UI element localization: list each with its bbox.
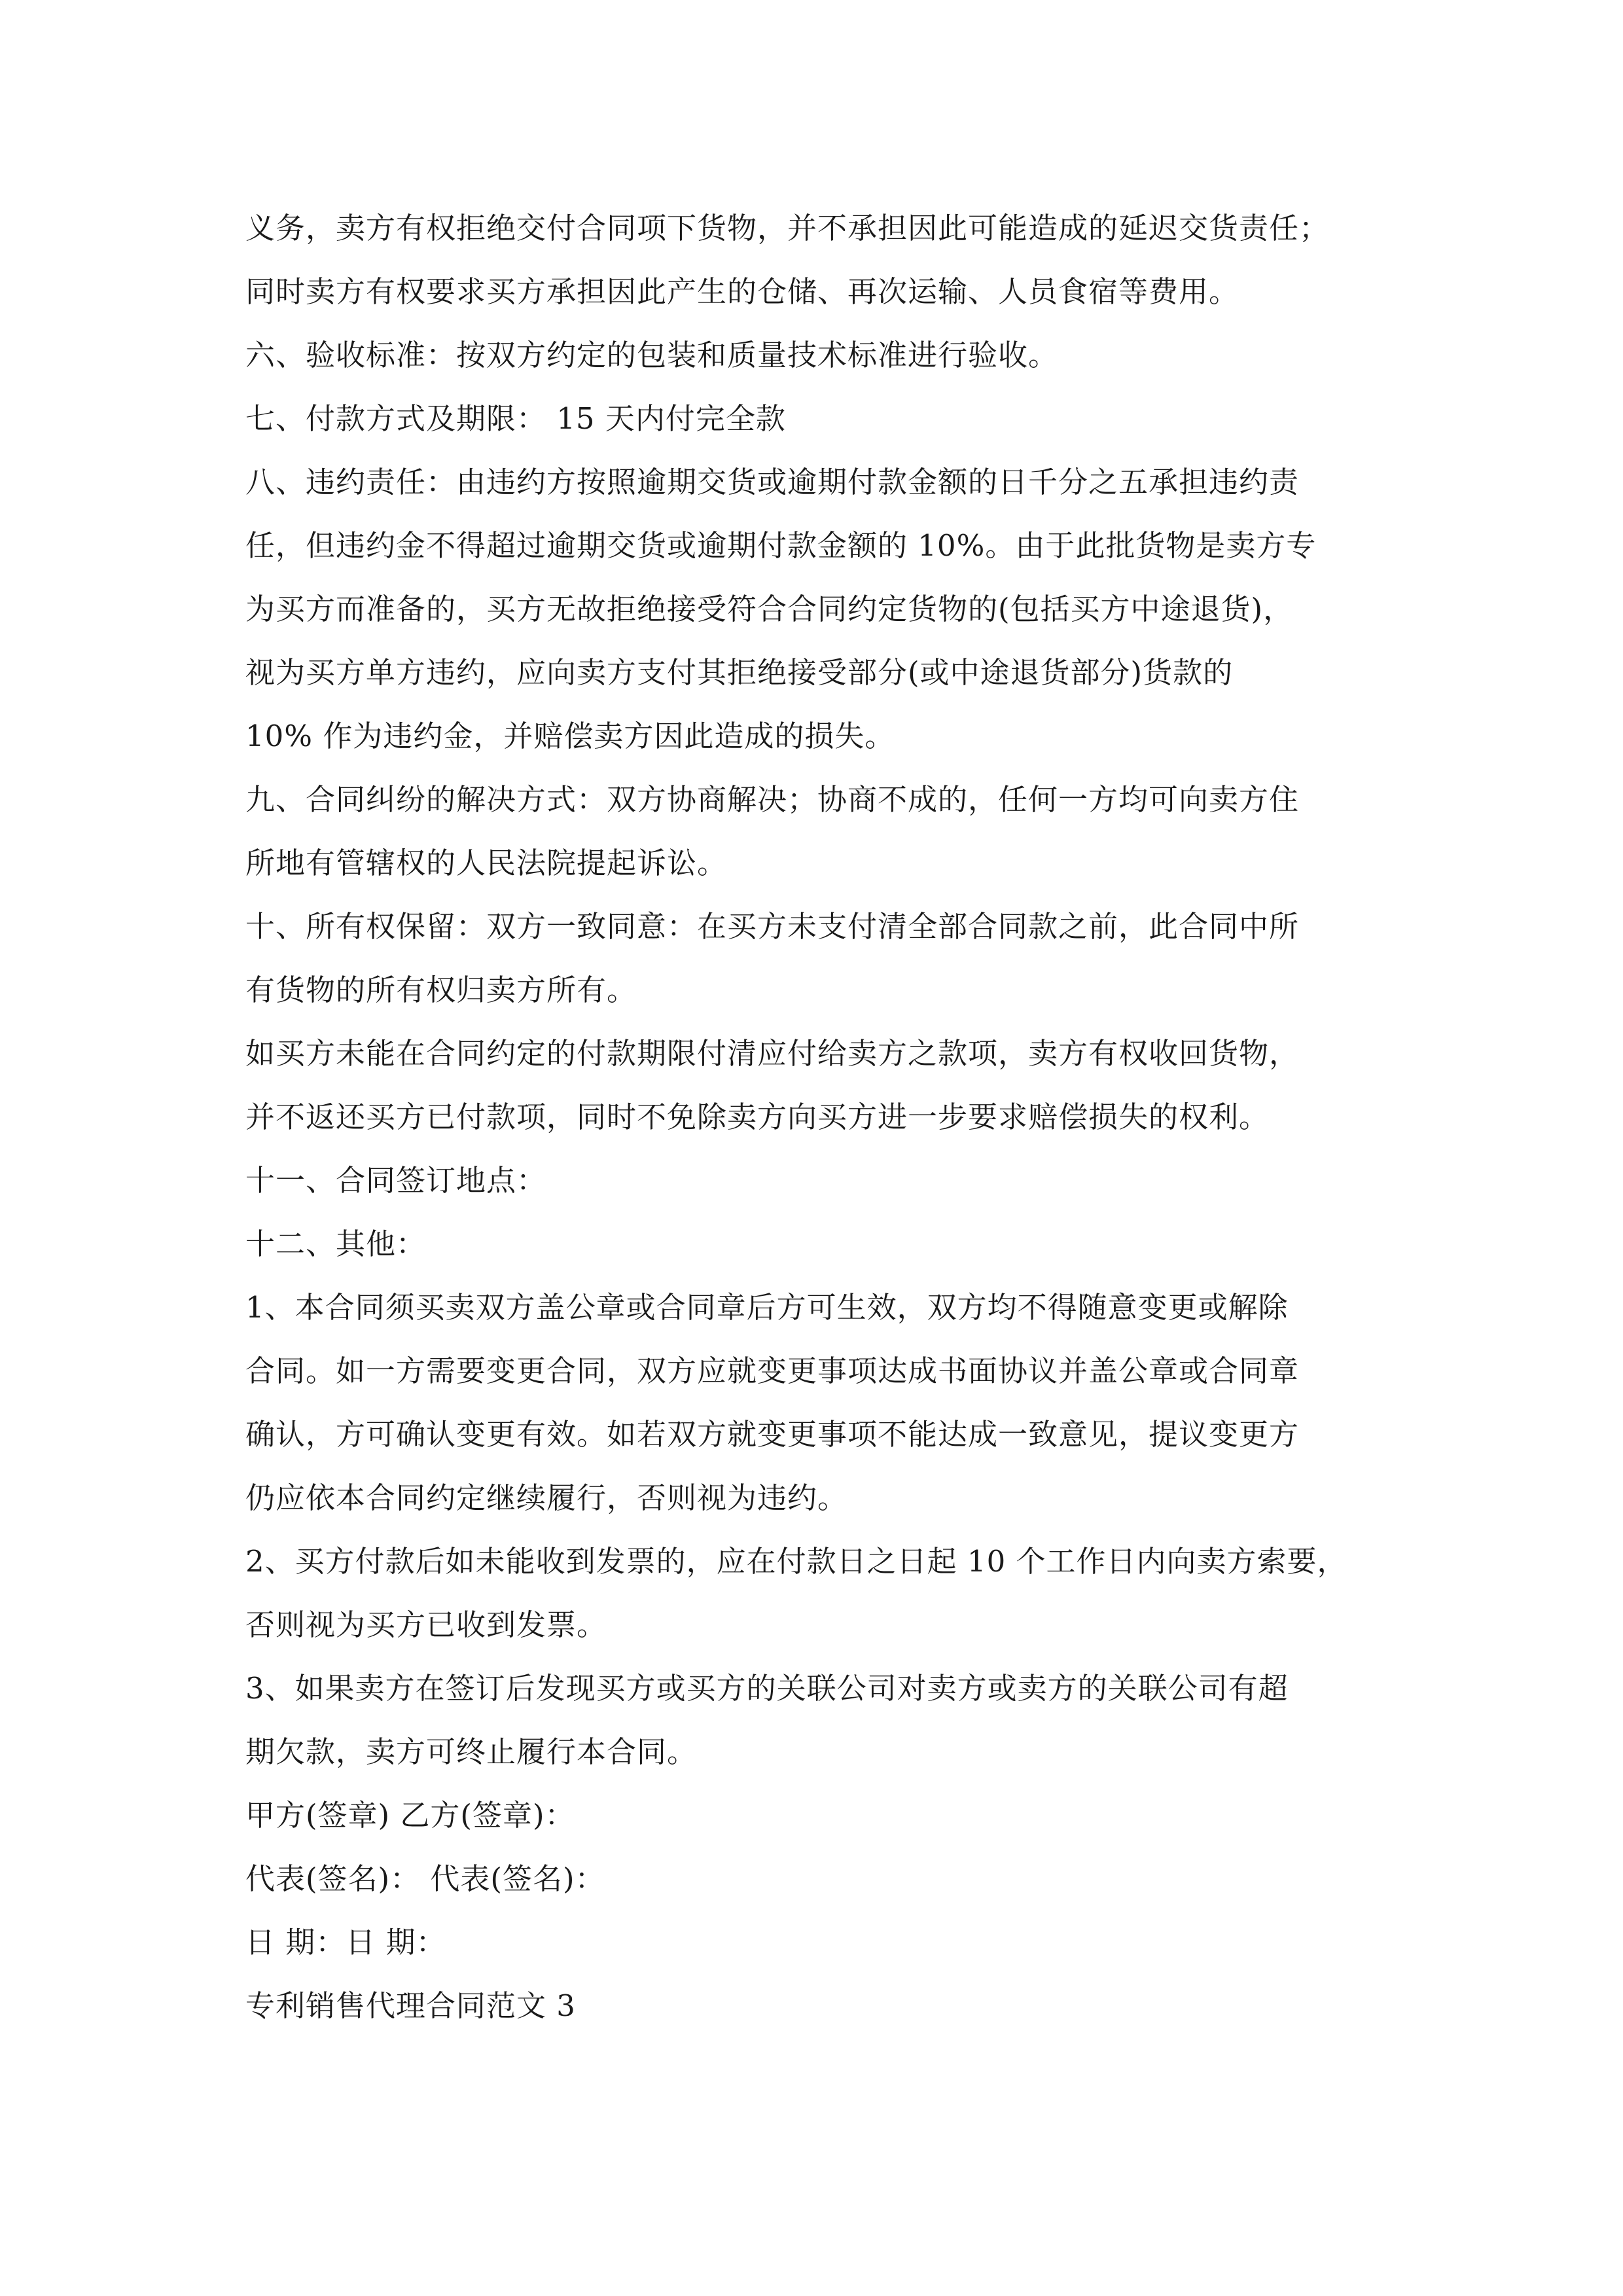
other-item-2: 2、买方付款后如未能收到发票的，应在付款日之日起 10 个工作日内向卖方索要， <box>245 1544 1347 1579</box>
text-line-breach-5: 10% 作为违约金，并赔偿卖方因此造成的损失。 <box>245 719 895 753</box>
text-line-other-1b: 合同。如一方需要变更合同，双方应就变更事项达成书面协议并盖公章或合同章 <box>245 1354 1300 1388</box>
text-line-costs: 同时卖方有权要求买方承担因此产生的仓储、再次运输、人员食宿等费用。 <box>245 274 1240 309</box>
text-line-other-2b: 否则视为买方已收到发票。 <box>245 1607 607 1642</box>
clause-signing-place: 十一、合同签订地点： <box>245 1163 547 1198</box>
text-line-breach-3: 为买方而准备的，买方无故拒绝接受符合合同约定货物的(包括买方中途退货)， <box>245 592 1294 626</box>
signature-parties: 甲方(签章) 乙方(签章)： <box>245 1798 575 1833</box>
next-section-title: 专利销售代理合同范文 3 <box>245 1988 576 2023</box>
signature-dates: 日 期：日 期： <box>245 1925 446 1960</box>
clause-other: 十二、其他： <box>245 1227 427 1261</box>
other-item-3: 3、如果卖方在签订后发现买方或买方的关联公司对卖方或卖方的关联公司有超 <box>245 1671 1289 1706</box>
document-body <box>245 196 1397 2037</box>
other-item-1: 1、本合同须买卖双方盖公章或合同章后方可生效，双方均不得随意变更或解除 <box>245 1290 1289 1325</box>
clause-ownership-retention: 十、所有权保留：双方一致同意：在买方未支付清全部合同款之前，此合同中所 <box>245 909 1300 944</box>
text-line-other-3b: 期欠款，卖方可终止履行本合同。 <box>245 1734 698 1769</box>
text-line-dispute-2: 所地有管辖权的人民法院提起诉讼。 <box>245 846 728 880</box>
text-line-other-1c: 确认，方可确认变更有效。如若双方就变更事项不能达成一致意见，提议变更方 <box>245 1417 1300 1452</box>
text-line-breach-2: 任，但违约金不得超过逾期交货或逾期付款金额的 10%。由于此批货物是卖方专 <box>245 528 1317 563</box>
clause-dispute-resolution: 九、合同纠纷的解决方式：双方协商解决；协商不成的，任何一方均可向卖方住 <box>245 782 1300 817</box>
text-line-ownership-3: 如买方未能在合同约定的付款期限付清应付给卖方之款项，卖方有权收回货物， <box>245 1036 1300 1071</box>
clause-payment-terms: 七、付款方式及期限： 15 天内付完全款 <box>245 401 786 436</box>
clause-acceptance-standard: 六、验收标准：按双方约定的包装和质量技术标准进行验收。 <box>245 338 1059 372</box>
text-line-breach-4: 视为买方单方违约，应向卖方支付其拒绝接受部分(或中途退货部分)货款的 <box>245 655 1234 690</box>
signature-representatives: 代表(签名)： 代表(签名)： <box>245 1861 605 1896</box>
text-line-ownership-4: 并不返还买方已付款项，同时不免除卖方向买方进一步要求赔偿损失的权利。 <box>245 1100 1270 1134</box>
clause-breach-liability: 八、违约责任：由违约方按照逾期交货或逾期付款金额的日千分之五承担违约责 <box>245 465 1300 499</box>
text-line-other-1d: 仍应依本合同约定继续履行，否则视为违约。 <box>245 1480 848 1515</box>
text-line-obligation: 义务，卖方有权拒绝交付合同项下货物，并不承担因此可能造成的延迟交货责任； <box>245 211 1330 245</box>
text-line-ownership-2: 有货物的所有权归卖方所有。 <box>245 973 637 1007</box>
